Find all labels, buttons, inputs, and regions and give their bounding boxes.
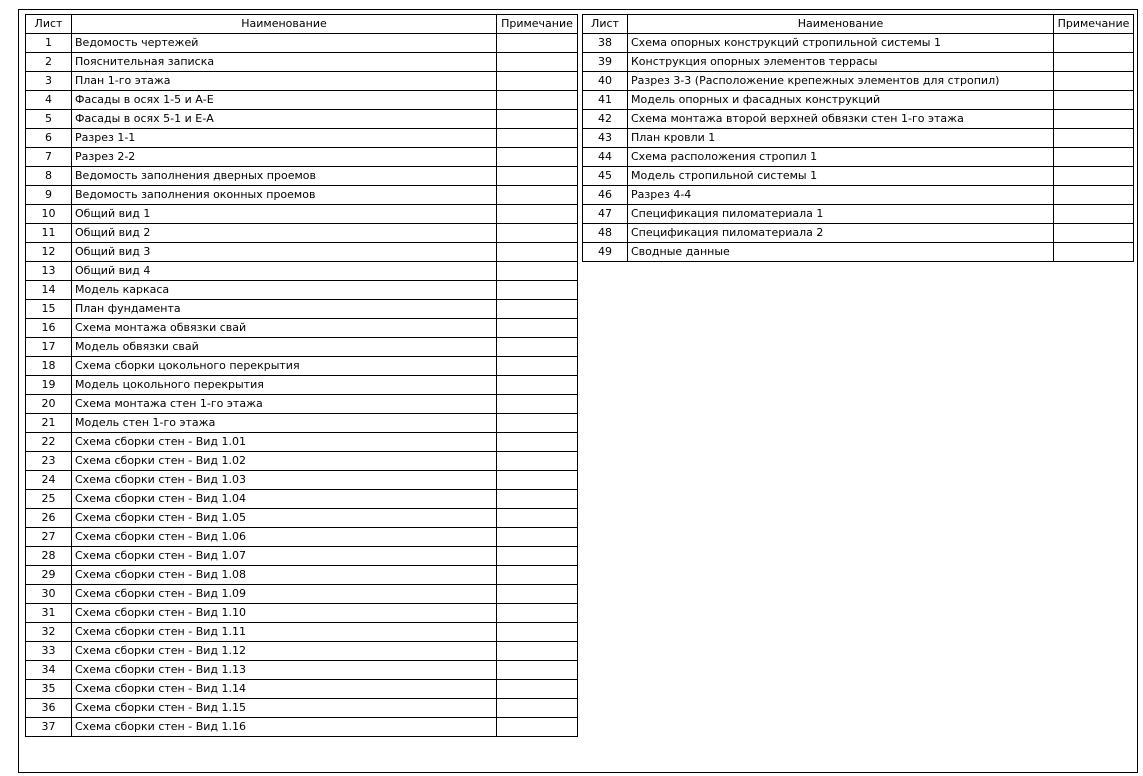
table-row (26, 680, 578, 699)
sheet-name: Схема сборки стен - Вид 1.08 (72, 566, 497, 585)
table-row (583, 72, 1134, 91)
sheet-number: 46 (583, 186, 628, 205)
sheet-note (497, 262, 578, 281)
table-row (26, 110, 578, 129)
table-row (26, 186, 578, 205)
sheet-note (497, 53, 578, 72)
header-sheet: Лист (26, 15, 72, 34)
table-row (26, 452, 578, 471)
table-row (26, 547, 578, 566)
table-row (26, 528, 578, 547)
drawings-table-left (25, 14, 578, 737)
header-sheet: Лист (583, 15, 628, 34)
sheet-note (1054, 110, 1134, 129)
table-header-row (583, 15, 1134, 34)
sheet-name: Схема монтажа стен 1-го этажа (72, 395, 497, 414)
sheet-name: Конструкция опорных элементов террасы (628, 53, 1054, 72)
sheet-number: 38 (583, 34, 628, 53)
sheet-name: План фундамента (72, 300, 497, 319)
table-row (583, 34, 1134, 53)
sheet-name: Общий вид 4 (72, 262, 497, 281)
header-note: Примечание (497, 15, 578, 34)
sheet-name: Схема сборки стен - Вид 1.14 (72, 680, 497, 699)
sheet-name: Схема сборки стен - Вид 1.05 (72, 509, 497, 528)
sheet-number: 42 (583, 110, 628, 129)
sheet-number: 13 (26, 262, 72, 281)
sheet-note (497, 110, 578, 129)
sheet-note (1054, 34, 1134, 53)
table-row (26, 129, 578, 148)
sheet-note (497, 642, 578, 661)
table-row (26, 699, 578, 718)
sheet-note (497, 623, 578, 642)
sheet-name: Схема сборки стен - Вид 1.09 (72, 585, 497, 604)
sheet-number: 7 (26, 148, 72, 167)
sheet-number: 40 (583, 72, 628, 91)
sheet-note (1054, 205, 1134, 224)
sheet-name: Схема сборки стен - Вид 1.02 (72, 452, 497, 471)
drawings-table-right (582, 14, 1134, 262)
table-row (26, 205, 578, 224)
sheet-note (497, 433, 578, 452)
sheet-name: Пояснительная записка (72, 53, 497, 72)
sheet-name: Ведомость заполнения дверных проемов (72, 167, 497, 186)
table-row (26, 642, 578, 661)
sheet-number: 5 (26, 110, 72, 129)
sheet-note (497, 509, 578, 528)
sheet-number: 9 (26, 186, 72, 205)
sheet-note (497, 91, 578, 110)
table-row (583, 205, 1134, 224)
sheet-number: 8 (26, 167, 72, 186)
sheet-name: Схема сборки стен - Вид 1.11 (72, 623, 497, 642)
table-row (583, 53, 1134, 72)
sheet-name: Спецификация пиломатериала 1 (628, 205, 1054, 224)
sheet-note (497, 604, 578, 623)
sheet-number: 36 (26, 699, 72, 718)
sheet-note (497, 167, 578, 186)
table-row (26, 661, 578, 680)
sheet-number: 43 (583, 129, 628, 148)
sheet-name: Схема сборки стен - Вид 1.06 (72, 528, 497, 547)
sheet-note (1054, 91, 1134, 110)
sheet-name: Схема сборки стен - Вид 1.07 (72, 547, 497, 566)
sheet-name: Разрез 3-3 (Расположение крепежных элементов для стропил) (628, 72, 1054, 91)
sheet-note (497, 566, 578, 585)
table-row (26, 414, 578, 433)
sheet-note (1054, 72, 1134, 91)
table-row (583, 243, 1134, 262)
table-row (26, 433, 578, 452)
sheet-name: Фасады в осях 5-1 и Е-А (72, 110, 497, 129)
sheet-number: 1 (26, 34, 72, 53)
sheet-note (497, 281, 578, 300)
sheet-number: 30 (26, 585, 72, 604)
sheet-name: Общий вид 2 (72, 224, 497, 243)
sheet-name: Схема сборки стен - Вид 1.13 (72, 661, 497, 680)
sheet-note (497, 34, 578, 53)
sheet-note (497, 376, 578, 395)
table-row (583, 224, 1134, 243)
sheet-name: Схема сборки стен - Вид 1.15 (72, 699, 497, 718)
header-name: Наименование (72, 15, 497, 34)
sheet-note (497, 186, 578, 205)
sheet-number: 6 (26, 129, 72, 148)
sheet-note (497, 414, 578, 433)
sheet-number: 20 (26, 395, 72, 414)
sheet-number: 39 (583, 53, 628, 72)
table-row (26, 718, 578, 737)
sheet-note (1054, 148, 1134, 167)
sheet-name: Схема сборки стен - Вид 1.16 (72, 718, 497, 737)
sheet-note (497, 205, 578, 224)
sheet-number: 23 (26, 452, 72, 471)
sheet-number: 34 (26, 661, 72, 680)
table-row (583, 129, 1134, 148)
sheet-note (1054, 224, 1134, 243)
sheet-note (497, 452, 578, 471)
sheet-note (497, 680, 578, 699)
sheet-note (497, 243, 578, 262)
sheet-number: 49 (583, 243, 628, 262)
table-row (583, 148, 1134, 167)
table-row (26, 490, 578, 509)
sheet-note (497, 395, 578, 414)
sheet-note (497, 718, 578, 737)
sheet-name: Схема сборки стен - Вид 1.12 (72, 642, 497, 661)
table-row (26, 585, 578, 604)
sheet-number: 32 (26, 623, 72, 642)
sheet-note (1054, 129, 1134, 148)
table-row (26, 509, 578, 528)
sheet-note (497, 129, 578, 148)
table-row (26, 53, 578, 72)
sheet-number: 19 (26, 376, 72, 395)
sheet-name: Схема сборки стен - Вид 1.04 (72, 490, 497, 509)
sheet-name: Схема монтажа второй верхней обвязки стен 1-го этажа (628, 110, 1054, 129)
sheet-number: 33 (26, 642, 72, 661)
sheet-name: Схема сборки стен - Вид 1.01 (72, 433, 497, 452)
sheet-note (497, 528, 578, 547)
sheet-number: 3 (26, 72, 72, 91)
table-row (583, 186, 1134, 205)
table-row (26, 376, 578, 395)
sheet-number: 37 (26, 718, 72, 737)
sheet-number: 28 (26, 547, 72, 566)
sheet-number: 26 (26, 509, 72, 528)
table-row (26, 338, 578, 357)
sheet-number: 4 (26, 91, 72, 110)
sheet-name: Модель стен 1-го этажа (72, 414, 497, 433)
sheet-note (497, 661, 578, 680)
sheet-name: Схема сборки цокольного перекрытия (72, 357, 497, 376)
sheet-name: Схема опорных конструкций стропильной системы 1 (628, 34, 1054, 53)
sheet-note (1054, 243, 1134, 262)
table-row (26, 319, 578, 338)
sheet-name: Модель опорных и фасадных конструкций (628, 91, 1054, 110)
table-row (26, 357, 578, 376)
sheet-note (497, 72, 578, 91)
sheet-note (497, 490, 578, 509)
sheet-name: Схема сборки стен - Вид 1.10 (72, 604, 497, 623)
sheet-name: Разрез 1-1 (72, 129, 497, 148)
sheet-number: 31 (26, 604, 72, 623)
sheet-number: 22 (26, 433, 72, 452)
table-row (26, 395, 578, 414)
sheet-name: Схема расположения стропил 1 (628, 148, 1054, 167)
table-row (26, 91, 578, 110)
table-row (26, 72, 578, 91)
header-name: Наименование (628, 15, 1054, 34)
sheet-note (497, 547, 578, 566)
sheet-name: Ведомость заполнения оконных проемов (72, 186, 497, 205)
sheet-number: 16 (26, 319, 72, 338)
table-row (583, 167, 1134, 186)
sheet-name: Фасады в осях 1-5 и А-Е (72, 91, 497, 110)
sheet-number: 44 (583, 148, 628, 167)
sheet-note (497, 148, 578, 167)
table-row (26, 604, 578, 623)
sheet-number: 15 (26, 300, 72, 319)
sheet-note (497, 357, 578, 376)
sheet-number: 21 (26, 414, 72, 433)
table-row (26, 167, 578, 186)
table-row (583, 110, 1134, 129)
table-row (26, 243, 578, 262)
header-note: Примечание (1054, 15, 1134, 34)
table-row (26, 300, 578, 319)
sheet-name: Разрез 4-4 (628, 186, 1054, 205)
table-row (26, 566, 578, 585)
sheet-note (497, 224, 578, 243)
sheet-name: Схема монтажа обвязки свай (72, 319, 497, 338)
sheet-name: Модель каркаса (72, 281, 497, 300)
sheet-name: Сводные данные (628, 243, 1054, 262)
sheet-name: Модель обвязки свай (72, 338, 497, 357)
sheet-number: 45 (583, 167, 628, 186)
sheet-name: Спецификация пиломатериала 2 (628, 224, 1054, 243)
sheet-name: Ведомость чертежей (72, 34, 497, 53)
sheet-number: 14 (26, 281, 72, 300)
sheet-name: Разрез 2-2 (72, 148, 497, 167)
sheet-name: Схема сборки стен - Вид 1.03 (72, 471, 497, 490)
sheet-note (497, 319, 578, 338)
table-row (26, 262, 578, 281)
sheet-number: 11 (26, 224, 72, 243)
sheet-note (497, 471, 578, 490)
sheet-number: 12 (26, 243, 72, 262)
sheet-name: Модель цокольного перекрытия (72, 376, 497, 395)
sheet-note (497, 300, 578, 319)
sheet-note (497, 585, 578, 604)
sheet-name: Общий вид 1 (72, 205, 497, 224)
sheet-note (497, 338, 578, 357)
sheet-number: 24 (26, 471, 72, 490)
sheet-number: 10 (26, 205, 72, 224)
table-row (26, 623, 578, 642)
table-row (26, 224, 578, 243)
sheet-number: 2 (26, 53, 72, 72)
sheet-number: 35 (26, 680, 72, 699)
sheet-number: 41 (583, 91, 628, 110)
sheet-number: 17 (26, 338, 72, 357)
table-row (26, 281, 578, 300)
sheet-number: 48 (583, 224, 628, 243)
sheet-number: 18 (26, 357, 72, 376)
sheet-note (497, 699, 578, 718)
table-row (26, 471, 578, 490)
sheet-number: 47 (583, 205, 628, 224)
sheet-name: Модель стропильной системы 1 (628, 167, 1054, 186)
table-row (26, 148, 578, 167)
sheet-name: План 1-го этажа (72, 72, 497, 91)
table-header-row (26, 15, 578, 34)
sheet-note (1054, 53, 1134, 72)
table-row (26, 34, 578, 53)
sheet-note (1054, 186, 1134, 205)
sheet-number: 29 (26, 566, 72, 585)
sheet-number: 27 (26, 528, 72, 547)
sheet-number: 25 (26, 490, 72, 509)
table-row (583, 91, 1134, 110)
sheet-note (1054, 167, 1134, 186)
sheet-name: План кровли 1 (628, 129, 1054, 148)
sheet-name: Общий вид 3 (72, 243, 497, 262)
